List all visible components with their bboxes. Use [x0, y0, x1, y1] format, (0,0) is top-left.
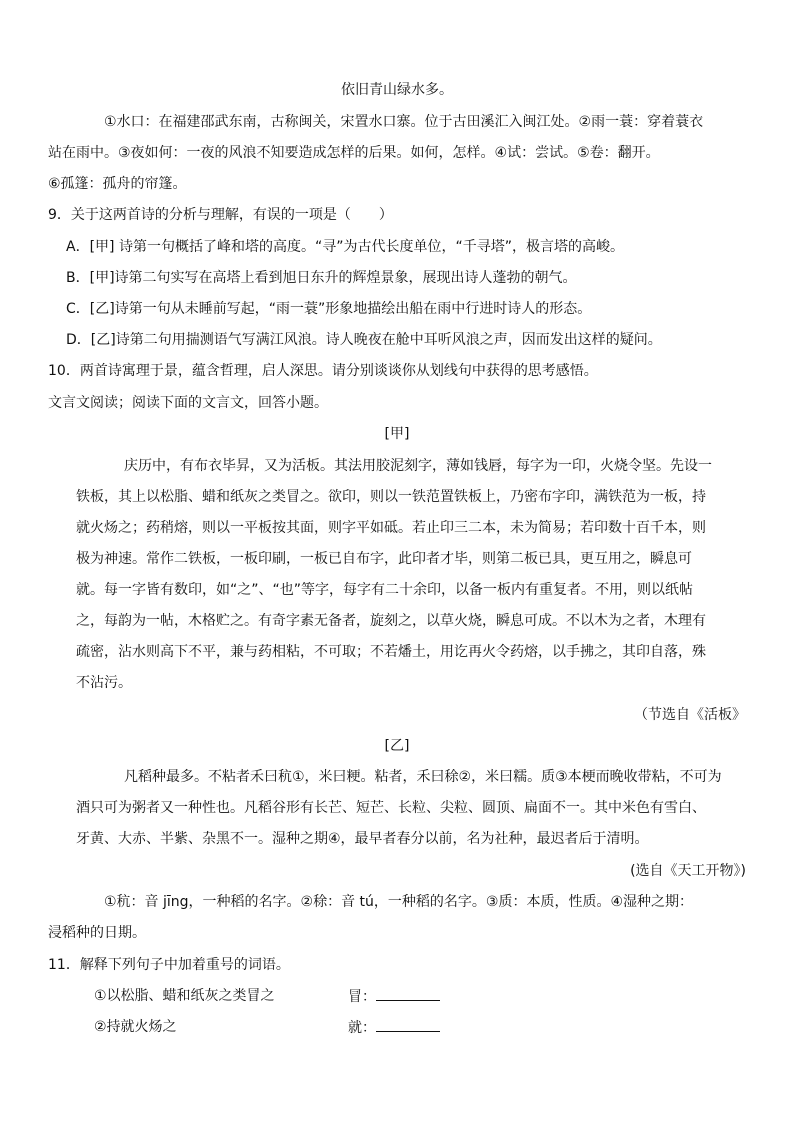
passage-yi-line: 酒只可为粥者又一种性也。凡稻谷形有长芒、短芒、长粒、尖粒、圆顶、扁面不一。其中米色有雪白、 [76, 800, 706, 816]
question-11-item-2-sentence: ②持就火炀之 [94, 1019, 177, 1035]
passage-jia-line: 疏密，沾水则高下不平，兼与药相粘，不可取；不若燔土，用讫再火令药熔，以手拂之，其印自落，殊 [76, 644, 706, 660]
question-11-item-2-word: 就： [348, 1020, 376, 1036]
question-9-option-b: B．[甲]诗第二句实写在高塔上看到旭日东升的辉煌景象，展现出诗人蓬勃的朝气。 [66, 270, 577, 286]
answer-blank[interactable] [376, 1017, 440, 1032]
passage-jia-line: 极为神速。常作二铁板，一板印刷，一板已自布字，此印者才毕，则第二板已具，更互用之，瞬息可 [76, 551, 692, 567]
question-11-item-1-sentence: ①以松脂、蜡和纸灰之类冒之 [94, 988, 275, 1004]
question-9-option-a: A．[甲] 诗第一句概括了峰和塔的高度。“寻”为古代长度单位，“千寻塔”，极言塔的高峻。 [66, 239, 624, 255]
question-11-item-1-answer [348, 986, 440, 1007]
question-11-item-2-answer [348, 1017, 440, 1038]
passage-yi-line: 牙黄、大赤、半紫、杂黑不一。湿种之期④，最早者春分以前，名为社种，最迟者后于清明。 [76, 831, 649, 847]
poem-note-line: 站在雨中。③夜如何：一夜的风浪不知要造成怎样的后果。如何，怎样。④试：尝试。⑤卷：翻开。 [48, 145, 660, 161]
passage-yi-heading: [乙] [384, 738, 410, 754]
question-11-stem: 11．解释下列句子中加着重号的词语。 [48, 957, 290, 973]
answer-blank[interactable] [376, 986, 440, 1001]
poem-note-line: ①水口：在福建邵武东南，古称闽关，宋置水口寨。位于古田溪汇入闽江处。②雨一蓑：穿着蓑衣 [104, 114, 704, 130]
passage-jia-line: 之，每韵为一帖，木格贮之。有奇字素无备者，旋刻之，以草火烧，瞬息可成。不以木为之者，木理有 [76, 613, 706, 629]
passage-jia-line: 铁板，其上以松脂、蜡和纸灰之类冒之。欲印，则以一铁范置铁板上，乃密布字印，满铁范为一板，持 [76, 489, 706, 505]
passage-yi-line: 凡稻种最多。不粘者禾曰秔①，米曰粳。粘者，禾曰稌②，米曰糯。质③本梗而晚收带粘，不可为 [124, 769, 722, 785]
passage-yi-source: (选自《天工开物》) [630, 863, 746, 879]
passage-yi-note-line: 浸稻种的日期。 [48, 925, 146, 941]
poem-note-line: ⑥孤篷：孤舟的帘篷。 [48, 176, 187, 192]
question-9-option-c: C．[乙]诗第一句从未睡前写起，“雨一蓑”形象地描绘出船在雨中行进时诗人的形态。 [66, 301, 592, 317]
question-9-option-d: D．[乙]诗第二句用揣测语气写满江风浪。诗人晚夜在舱中耳听风浪之声，因而发出这样的疑问。 [66, 332, 662, 348]
passage-jia-line: 不沾污。 [76, 675, 132, 691]
passage-jia-line: 就。每一字皆有数印，如“之”、“也”等字，每字有二十余印，以备一板内有重复者。不用，则以纸帖 [76, 582, 694, 598]
passage-jia-source: （节选自《活板》 [634, 707, 746, 723]
poem-tail: 依旧青山绿水多。 [341, 82, 453, 98]
passage-yi-note-line: ①秔：音 jīng，一种稻的名字。②稌：音 tú，一种稻的名字。③质：本质，性质。④湿种之期： [104, 894, 694, 910]
passage-jia-heading: [甲] [384, 426, 410, 442]
passage-jia-line: 庆历中，有布衣毕昇，又为活板。其法用胶泥刻字，薄如钱唇，每字为一印，火烧令坚。先设一 [124, 458, 712, 474]
question-10: 10．两首诗寓理于景，蕴含哲理，启人深思。请分别谈谈你从划线句中获得的思考感悟。 [48, 363, 598, 379]
classical-reading-intro: 文言文阅读；阅读下面的文言文，回答小题。 [48, 395, 328, 411]
passage-jia-line: 就火炀之；药稍熔，则以一平板按其面，则字平如砥。若止印三二本，未为简易；若印数十百千本，则 [76, 520, 706, 536]
question-9-stem: 9．关于这两首诗的分析与理解，有误的一项是（ ） [48, 207, 393, 223]
question-11-item-1-word: 冒： [348, 989, 376, 1005]
